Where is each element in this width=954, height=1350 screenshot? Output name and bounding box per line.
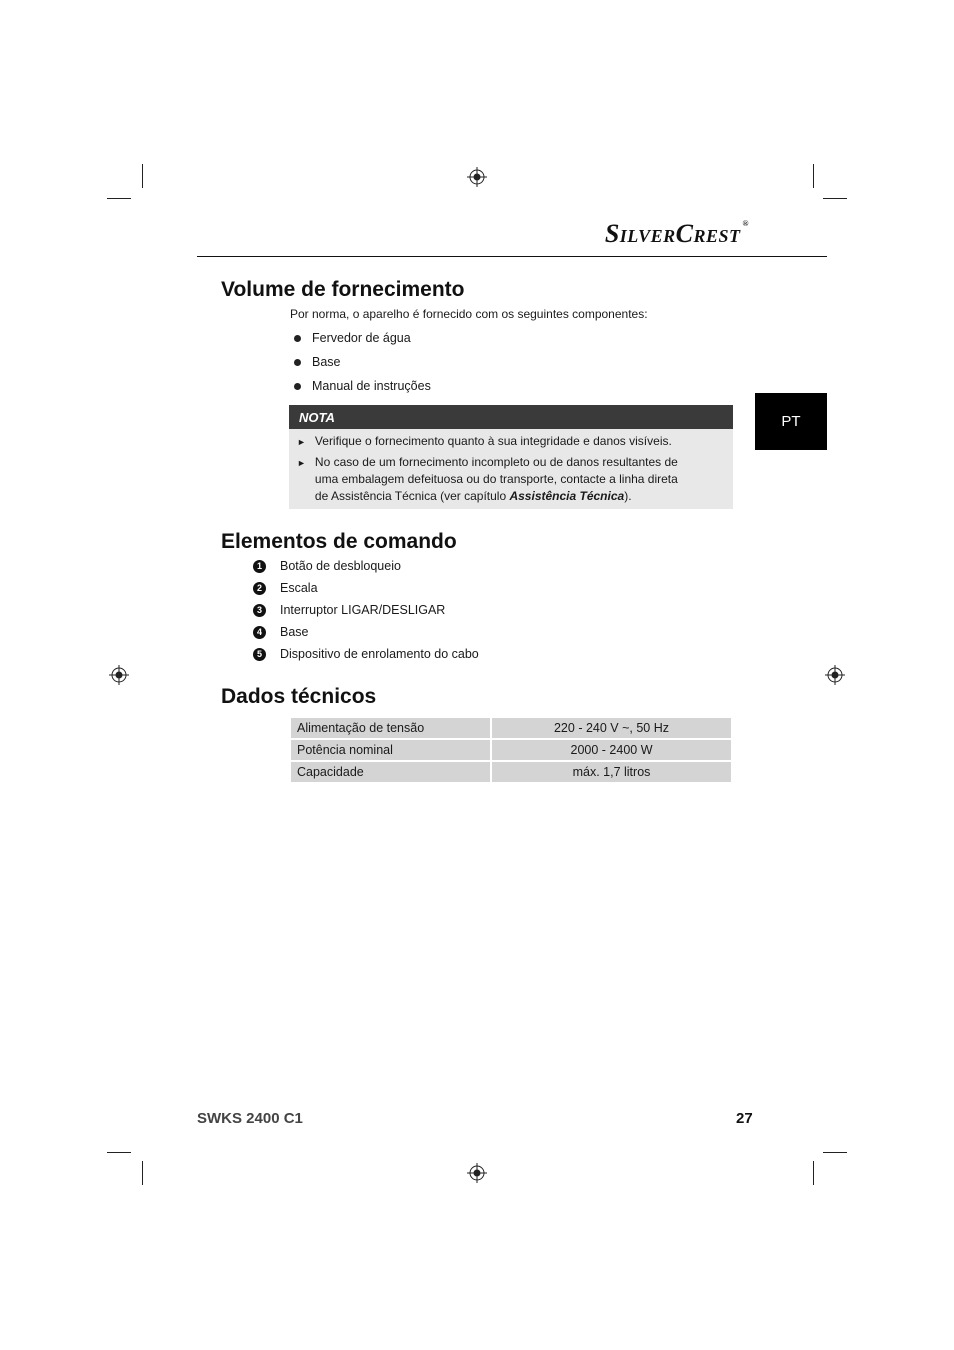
note-box bbox=[289, 405, 733, 509]
registration-mark-icon bbox=[109, 665, 129, 685]
number-badge: 1 bbox=[253, 560, 266, 573]
header-rule bbox=[197, 256, 827, 257]
list-item bbox=[294, 331, 411, 345]
note-text: Verifique o fornecimento quanto à sua integridade e danos visíveis. bbox=[314, 434, 672, 448]
number-badge: 5 bbox=[253, 648, 266, 661]
spec-value: máx. 1,7 litros bbox=[492, 762, 731, 782]
number-badge: 2 bbox=[253, 582, 266, 595]
list-item-label: Fervedor de água bbox=[312, 331, 411, 345]
list-item-label: Base bbox=[280, 625, 309, 639]
number-badge: 3 bbox=[253, 604, 266, 617]
crop-mark bbox=[107, 1152, 131, 1153]
arrow-right-icon: ► bbox=[297, 458, 306, 468]
list-item bbox=[253, 559, 401, 573]
spec-label: Capacidade bbox=[291, 762, 490, 782]
crop-mark bbox=[823, 198, 847, 199]
list-item-label: Base bbox=[312, 355, 341, 369]
spec-label: Alimentação de tensão bbox=[291, 718, 490, 738]
brand-logo bbox=[605, 219, 749, 249]
list-item bbox=[294, 355, 341, 369]
crop-mark bbox=[142, 164, 143, 188]
crop-mark bbox=[813, 164, 814, 188]
note-item bbox=[297, 454, 678, 505]
list-item bbox=[253, 603, 445, 617]
page-number: 27 bbox=[736, 1110, 753, 1127]
list-item-label: Dispositivo de enrolamento do cabo bbox=[280, 647, 479, 661]
crop-mark bbox=[142, 1161, 143, 1185]
note-heading: NOTA bbox=[289, 405, 733, 429]
list-item bbox=[253, 647, 479, 661]
table-row bbox=[291, 762, 731, 782]
list-item-label: Manual de instruções bbox=[312, 379, 431, 393]
section-title-delivery: Volume de fornecimento bbox=[221, 278, 465, 301]
list-item bbox=[253, 625, 309, 639]
brand-logo-text: SilverCrest bbox=[604, 219, 741, 248]
specs-table bbox=[289, 716, 733, 784]
list-item-label: Escala bbox=[280, 581, 318, 595]
spec-value: 2000 - 2400 W bbox=[492, 740, 731, 760]
spec-label: Potência nominal bbox=[291, 740, 490, 760]
note-text bbox=[315, 454, 678, 505]
note-line: de Assistência Técnica (ver capítulo bbox=[314, 489, 510, 503]
arrow-right-icon: ► bbox=[297, 437, 306, 447]
registered-mark: ® bbox=[742, 219, 749, 228]
crop-mark bbox=[107, 198, 131, 199]
note-emphasis: Assistência Técnica bbox=[509, 489, 625, 503]
table-row bbox=[291, 718, 731, 738]
delivery-intro: Por norma, o aparelho é fornecido com os seguintes componentes: bbox=[290, 307, 648, 321]
list-item-label: Botão de desbloqueio bbox=[280, 559, 401, 573]
section-title-specs: Dados técnicos bbox=[221, 685, 377, 708]
list-item-label: Interruptor LIGAR/DESLIGAR bbox=[280, 603, 446, 617]
crop-mark bbox=[823, 1152, 847, 1153]
section-title-controls: Elementos de comando bbox=[221, 530, 457, 553]
language-tab: PT bbox=[755, 393, 827, 450]
registration-mark-icon bbox=[825, 665, 845, 685]
bullet-icon bbox=[294, 335, 301, 342]
registration-mark-icon bbox=[467, 167, 487, 187]
spec-value: 220 - 240 V ~, 50 Hz bbox=[492, 718, 731, 738]
list-item bbox=[294, 379, 431, 393]
note-line: No caso de um fornecimento incompleto ou de danos resultantes de bbox=[314, 455, 678, 469]
registration-mark-icon bbox=[467, 1163, 487, 1183]
note-line: uma embalagem defeituosa ou do transporte, contacte a linha direta bbox=[314, 472, 678, 486]
bullet-icon bbox=[294, 383, 301, 390]
bullet-icon bbox=[294, 359, 301, 366]
table-row bbox=[291, 740, 731, 760]
footer-model: SWKS 2400 C1 bbox=[197, 1110, 303, 1127]
crop-mark bbox=[813, 1161, 814, 1185]
note-line-tail: ). bbox=[624, 489, 632, 503]
note-item bbox=[297, 433, 672, 451]
number-badge: 4 bbox=[253, 626, 266, 639]
list-item bbox=[253, 581, 318, 595]
